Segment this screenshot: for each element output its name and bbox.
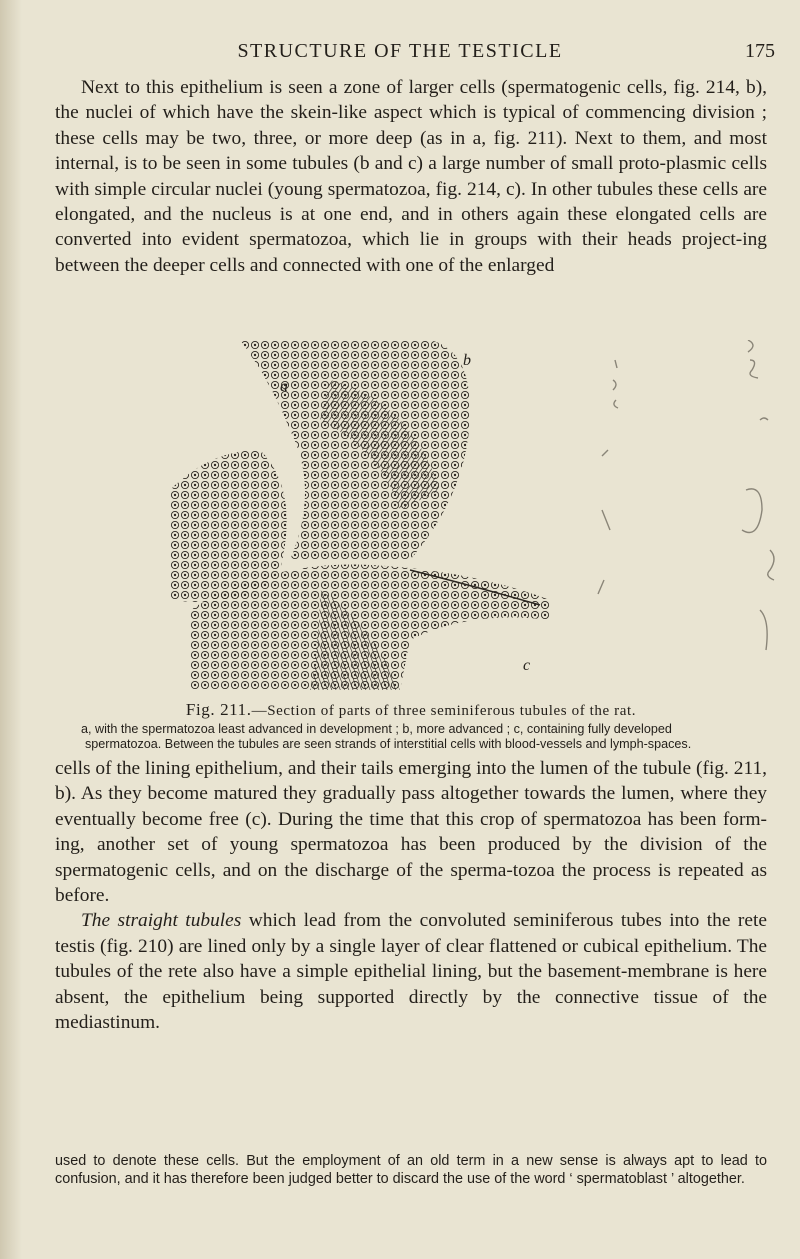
paragraph-3 bbox=[55, 908, 767, 1035]
figure-number: Fig. 211. bbox=[185, 700, 252, 719]
running-head: STRUCTURE OF THE TESTICLE bbox=[237, 40, 563, 62]
paragraph-2 bbox=[55, 756, 767, 1035]
figure-caption-heading: —Section of parts of three seminiferous tubules of the rat. bbox=[251, 703, 637, 719]
paragraph-2-text: cells of the lining epithelium, and their tails emerging into the lumen of the tubule (fig. 211, b). As they become matured they gradually pass altogether towards the lumen, where they eventually become free (c). During the time that this crop of spermatozoa has been form-ing, another set of young spermatozoa has been produced by the division of the spermatogenic cells, and on the discharge of the sperma-tozoa the process is repeated as before. bbox=[55, 758, 767, 907]
figure-label-a: a bbox=[280, 378, 288, 395]
paragraph-3-text: which lead from the convoluted seminiferous tubes into the rete testis (fig. 210) are lined only by a single layer of clear flattened or cubical epithelium. The tubules of the rete also have a simple epithelial lining, but the basement-membrane is here absent, the epithelium being supported directly by the connective tissue of the mediastinum. bbox=[55, 910, 767, 1034]
figure-caption-title bbox=[55, 700, 767, 720]
figure-label-b: b bbox=[463, 352, 471, 369]
pencil-marginalia bbox=[580, 340, 800, 670]
figure-211-illustration bbox=[170, 340, 550, 690]
paragraph-1 bbox=[55, 75, 767, 278]
footnote: used to denote these cells. But the employment of an old term in a new sense is always apt to lead to confusion, and it has therefore been judged better to discard the use of the word ‘ spermatoblast ’ altogether. bbox=[55, 1153, 767, 1187]
paragraph-1-text: Next to this epithelium is seen a zone of larger cells (spermatogenic cells, fig. 214, b), the nuclei of which have the skein-like aspect which is typical of commencing division ; these cells may be two, three, or more deep (as in a, fig. 211). Next to them, and most internal, is to be seen in some tubules (b and c) a large number of small proto-plasmic cells with simple circular nuclei (young spermatozoa, fig. 214, c). In other tubules these cells are elongated, and the nucleus is at one end, and in others again these elongated cells are converted into evident spermatozoa, which lie in groups with their heads project-ing between the deeper cells and connected with one of the enlarged bbox=[55, 77, 767, 276]
figure-caption-body: a, with the spermatozoa least advanced in development ; b, more advanced ; c, containing fully developed spermatozoa. Between the tubules are seen strands of interstitial cells with blood-vessels and lymph-spaces. bbox=[81, 722, 692, 751]
paragraph-3-lead: The straight tubules bbox=[81, 910, 242, 932]
figure-label-c: c bbox=[523, 657, 531, 674]
page-binding-shadow bbox=[0, 0, 22, 1259]
page-number: 175 bbox=[745, 40, 775, 62]
tubule-section-drawing bbox=[170, 340, 550, 690]
